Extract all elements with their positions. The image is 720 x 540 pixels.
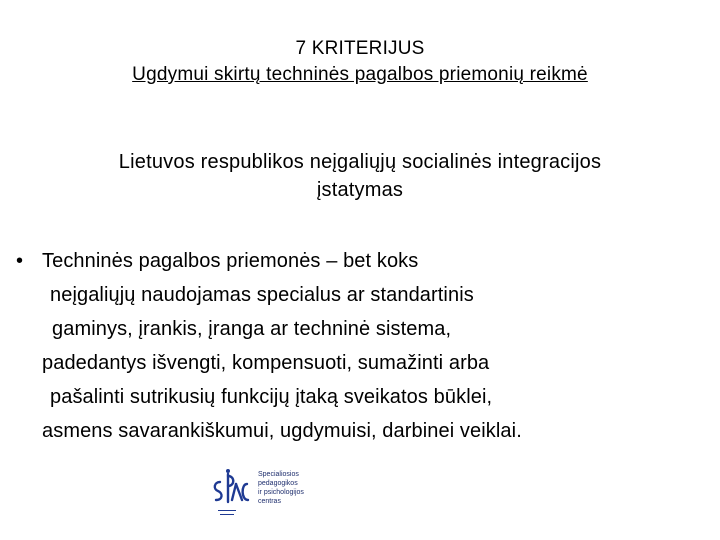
logo-text-line-1: Specialiosios	[258, 471, 299, 478]
definition-line-4: padedantys išvengti, kompensuoti, sumažinti arba	[42, 352, 490, 374]
definition-line-6: asmens savarankiškumui, ugdymuisi, darbinei veiklai.	[42, 420, 522, 442]
bullet-marker: •	[16, 250, 24, 272]
centre-logo	[206, 466, 336, 522]
definition-line-3: gaminys, įrankis, įranga ar techninė sistema,	[52, 318, 452, 340]
logo-text-line-2: pedagogikos	[258, 480, 298, 487]
law-title-line-1: Lietuvos respublikos neįgaliųjų socialinės integracijos	[118, 151, 602, 173]
logo-text-line-4: centras	[258, 498, 281, 505]
definition-line-1	[42, 244, 418, 278]
criterion-title: 7 KRITERIJUS	[295, 38, 425, 59]
definition-line-5: pašalinti sutrikusių funkcijų įtaką sveikatos būklei,	[50, 386, 493, 408]
logo-text-line-3: ir psichologijos	[258, 489, 304, 496]
logo-text	[258, 470, 304, 506]
law-title	[0, 148, 720, 204]
criterion-subtitle: Ugdymui skirtų techninės pagalbos priemonių reikmė	[132, 64, 588, 85]
definition-line-2: neįgaliųjų naudojamas specialus ar standartinis	[50, 284, 474, 306]
law-title-line-2: įstatymas	[316, 179, 404, 201]
definition-line-1-rest: – bet koks	[320, 250, 419, 272]
definition-term: Techninės pagalbos priemonės	[42, 250, 321, 272]
logo-mark-icon	[206, 466, 254, 522]
